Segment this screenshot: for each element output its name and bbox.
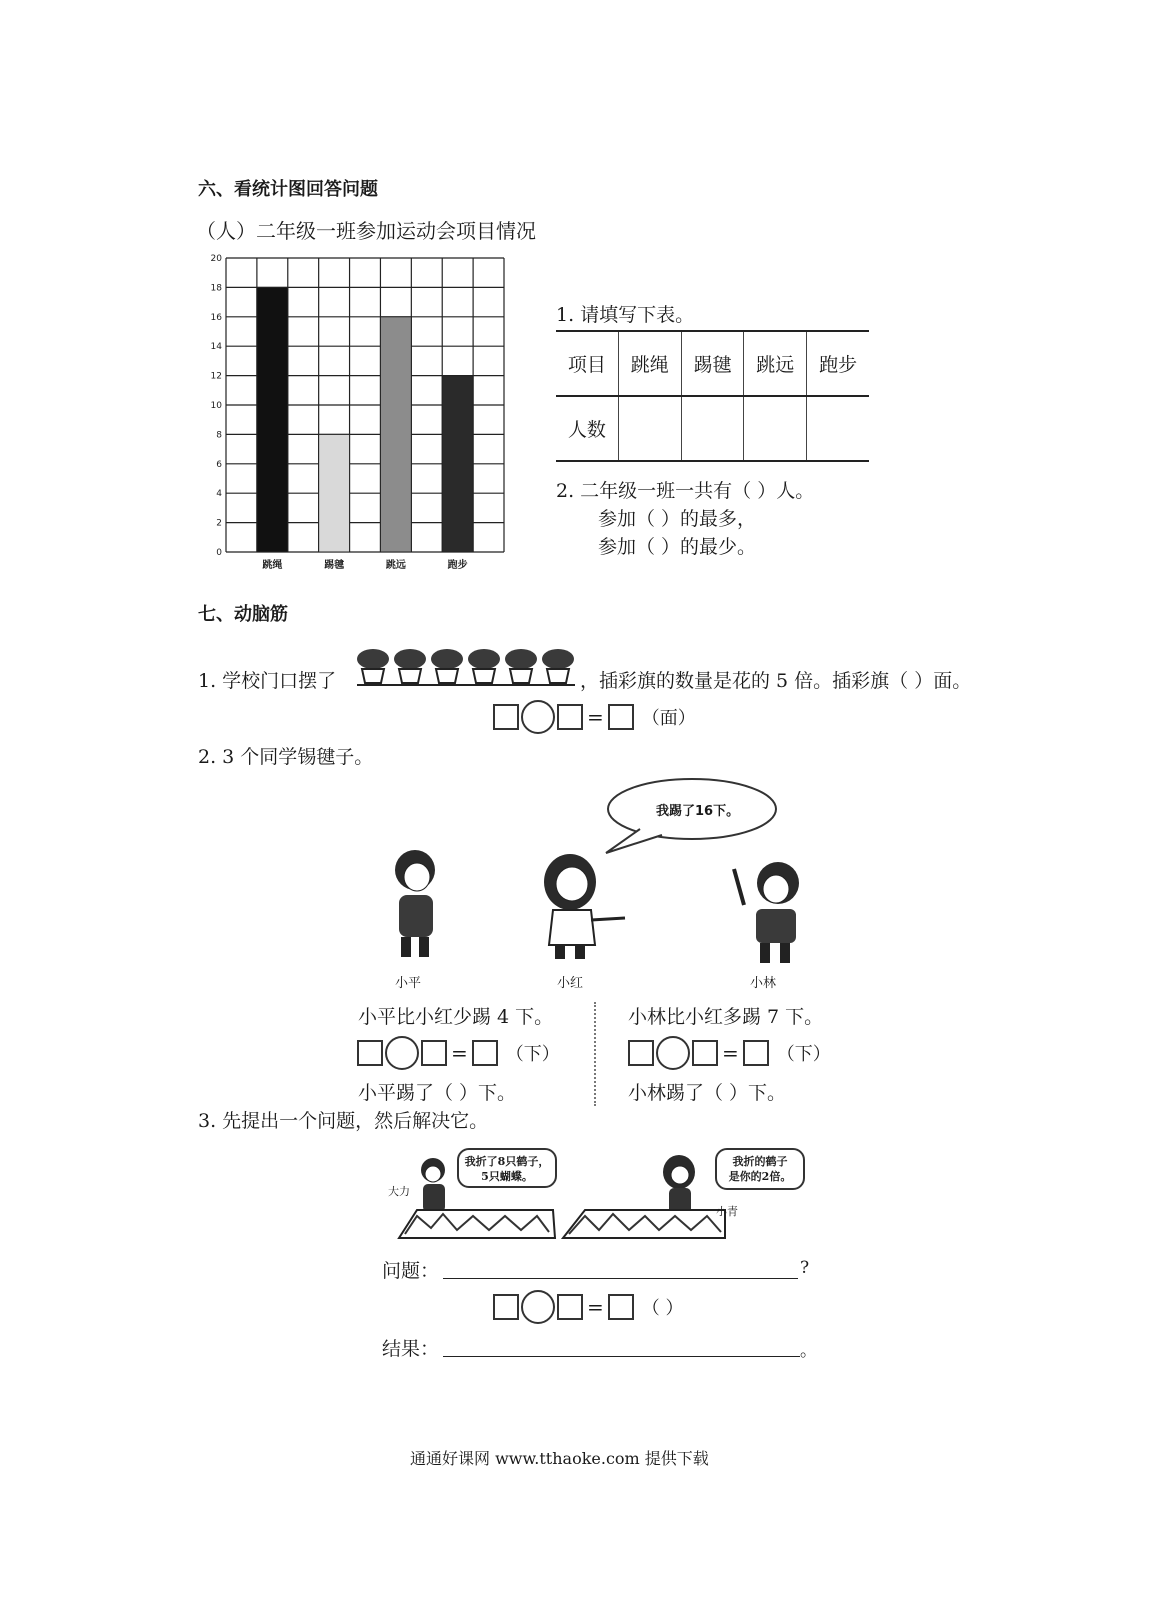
flower-icon [505, 649, 537, 669]
section-6-heading: 六、看统计图回答问题 [198, 179, 378, 200]
y-tick-label: 10 [210, 401, 222, 411]
question-mark: ? [800, 1258, 810, 1278]
pot-icon [547, 669, 569, 683]
origami-illustration [395, 1150, 735, 1245]
kid-xiaoping-illustration [385, 845, 455, 960]
x-category-label: 踢毽 [324, 560, 345, 571]
operator-circle[interactable] [385, 1036, 419, 1070]
answer-cell-jump-rope[interactable] [618, 396, 681, 461]
result-box[interactable] [608, 704, 634, 730]
equation-xiaolin [628, 1036, 831, 1070]
kid-name-xiaohong: 小红 [557, 976, 584, 991]
dali-speech-bubble [457, 1148, 557, 1188]
question-label: 问题： [382, 1260, 440, 1282]
problem-3-label: 3. 先提出一个问题，然后解决它。 [198, 1110, 489, 1132]
kid-xiaolin-illustration [730, 855, 810, 965]
xiaoping-answer: 小平踢了（ ）下。 [358, 1082, 517, 1104]
flower-icon [357, 649, 389, 669]
table-header-long-jump: 跳远 [744, 331, 807, 396]
equation-box[interactable] [628, 1040, 654, 1066]
y-tick-label: 2 [216, 518, 222, 529]
operator-circle[interactable] [521, 700, 555, 734]
unit-label: （下） [776, 1044, 831, 1065]
x-category-label: 跑步 [447, 560, 468, 571]
question-answer-line[interactable] [443, 1258, 798, 1279]
unit-label: （面） [641, 708, 696, 729]
kid-xiaohong-illustration [535, 850, 630, 960]
xiaolin-answer: 小林踢了（ ）下。 [628, 1082, 787, 1104]
y-tick-label: 8 [216, 430, 222, 441]
result-box[interactable] [472, 1040, 498, 1066]
fill-in-table [556, 330, 869, 462]
question-1-label: 1. 请填写下表。 [556, 304, 695, 326]
table-header-project: 项目 [556, 331, 618, 396]
equation-box[interactable] [557, 1294, 583, 1320]
operator-circle[interactable] [656, 1036, 690, 1070]
problem-1-prefix: 1. 学校门口摆了 [198, 670, 337, 692]
speech-text: 我踢了16下。 [656, 804, 740, 819]
y-tick-label: 14 [210, 342, 222, 353]
kid-name-xiaolin: 小林 [750, 976, 777, 991]
dali-speech-line-1: 我折了8只鹤子， [464, 1155, 550, 1168]
x-category-label: 跳远 [385, 560, 406, 571]
flower-icon [542, 649, 574, 669]
result-label: 结果： [382, 1338, 440, 1360]
dali-speech-line-2: 5只蝴蝶。 [481, 1170, 533, 1183]
table-row-label-people: 人数 [556, 396, 618, 461]
section-7-heading: 七、动脑筋 [198, 604, 288, 625]
bar-3 [442, 376, 473, 552]
result-period: 。 [800, 1341, 817, 1361]
equation-box[interactable] [493, 1294, 519, 1320]
flower-pots-illustration [355, 645, 577, 687]
bar-2 [380, 317, 411, 552]
pot-icon [362, 669, 384, 683]
flower-icon [431, 649, 463, 669]
equals-sign: = [451, 1041, 468, 1065]
y-tick-label: 6 [216, 459, 222, 470]
pot-icon [436, 669, 458, 683]
unit-label: （下） [505, 1044, 560, 1065]
pot-icon [473, 669, 495, 683]
equation-box[interactable] [421, 1040, 447, 1066]
y-tick-label: 12 [210, 371, 222, 382]
column-divider [594, 1002, 596, 1106]
equation-xiaoping [357, 1036, 560, 1070]
flower-icon [394, 649, 426, 669]
equation-box[interactable] [692, 1040, 718, 1066]
bar-chart [196, 250, 516, 580]
result-box[interactable] [608, 1294, 634, 1320]
equation-3 [493, 1290, 684, 1324]
problem-1-suffix: ，插彩旗的数量是花的 5 倍。插彩旗（ ）面。 [580, 670, 972, 692]
equation-box[interactable] [493, 704, 519, 730]
xiaolin-question: 小林比小红多踢 7 下。 [628, 1006, 824, 1028]
x-category-label: 跳绳 [262, 560, 283, 571]
answer-cell-long-jump[interactable] [744, 396, 807, 461]
answer-cell-running[interactable] [807, 396, 869, 461]
y-tick-label: 16 [210, 312, 222, 323]
equation-box[interactable] [357, 1040, 383, 1066]
equation-box[interactable] [557, 704, 583, 730]
answer-cell-shuttlecock[interactable] [681, 396, 744, 461]
xiaoping-question: 小平比小红少踢 4 下。 [358, 1006, 554, 1028]
flower-icon [468, 649, 500, 669]
result-answer-line[interactable] [443, 1336, 800, 1357]
kid-name-xiaoping: 小平 [395, 976, 422, 991]
pot-icon [510, 669, 532, 683]
y-tick-label: 0 [216, 548, 222, 558]
xiaoqing-speech-line-2: 是你的2倍。 [728, 1170, 792, 1183]
question-2-line-2: 参加（ ）的最多， [598, 508, 757, 530]
question-2-line-3: 参加（ ）的最少。 [598, 536, 757, 558]
question-2-line-1: 2. 二年级一班一共有（ ）人。 [556, 480, 815, 502]
bar-1 [319, 434, 350, 552]
y-tick-label: 4 [216, 489, 222, 500]
unit-label: （ ） [641, 1298, 684, 1319]
table-header-running: 跑步 [807, 331, 869, 396]
bar-0 [257, 287, 288, 552]
footer-credit: 通通好课网 www.tthaoke.com 提供下载 [410, 1449, 709, 1468]
table-header-jump-rope: 跳绳 [618, 331, 681, 396]
table-header-shuttlecock: 踢毽 [681, 331, 744, 396]
pot-icon [399, 669, 421, 683]
xiaoqing-speech-bubble [715, 1148, 805, 1190]
equals-sign: = [587, 1295, 604, 1319]
result-box[interactable] [743, 1040, 769, 1066]
equation-1 [493, 700, 696, 734]
y-tick-label: 18 [210, 283, 222, 294]
dali-name: 大力 [388, 1185, 410, 1198]
xiaoqing-name: 小青 [716, 1205, 738, 1218]
xiaoqing-speech-line-1: 我折的鹤子 [732, 1155, 788, 1168]
equals-sign: = [722, 1041, 739, 1065]
chart-caption: （人）二年级一班参加运动会项目情况 [196, 219, 536, 243]
problem-2-label: 2. 3 个同学锡毽子。 [198, 746, 374, 768]
equals-sign: = [587, 705, 604, 729]
y-tick-label: 20 [210, 254, 222, 264]
operator-circle[interactable] [521, 1290, 555, 1324]
